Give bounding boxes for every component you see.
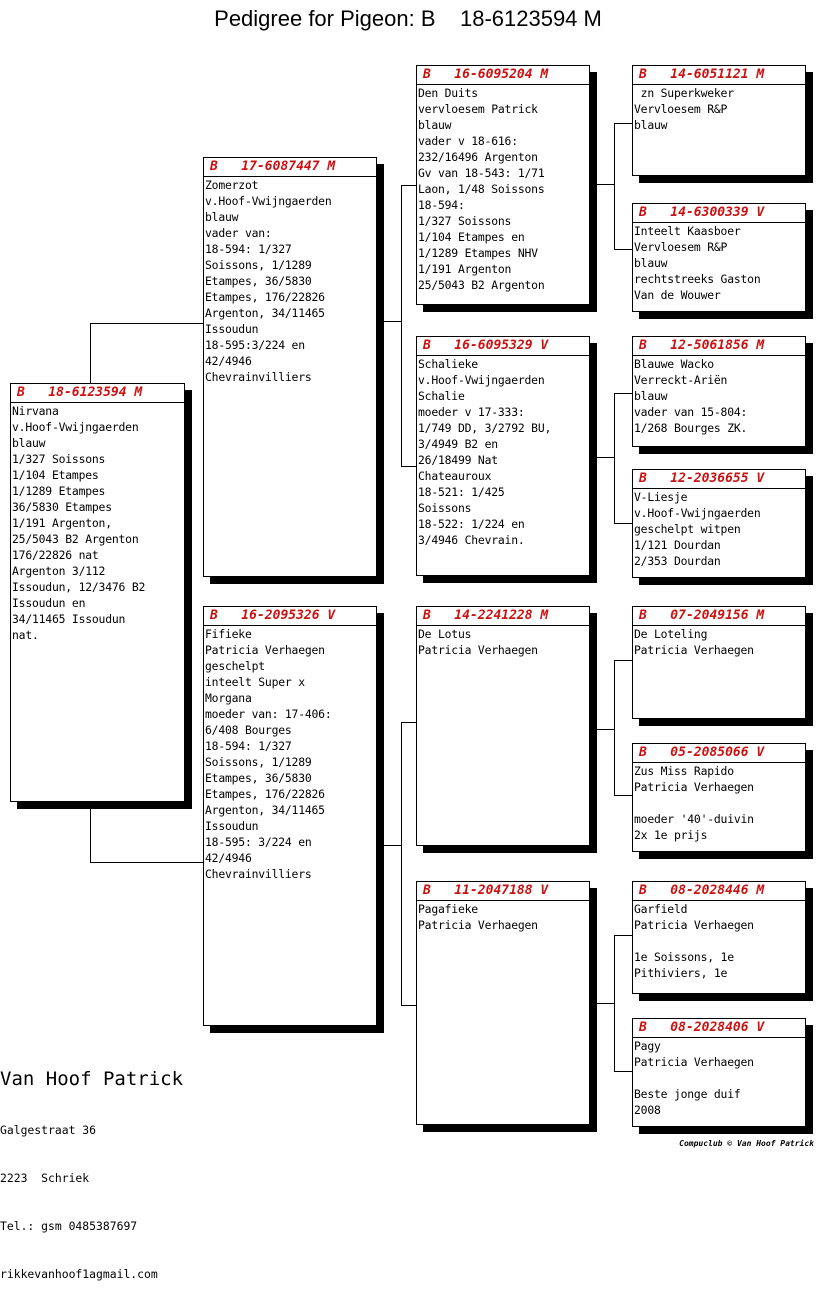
connector-line bbox=[614, 249, 632, 250]
detail-line: 1/268 Bourges ZK. bbox=[634, 421, 748, 435]
detail-line: 1/1289 Etampes bbox=[12, 484, 106, 498]
detail-line: 1e Soissons, 1e bbox=[634, 950, 734, 964]
connector-line bbox=[614, 393, 632, 394]
detail-line: Patricia Verhaegen bbox=[205, 643, 325, 657]
detail-line: Patricia Verhaegen bbox=[634, 780, 754, 794]
detail-line: blauw bbox=[634, 389, 668, 403]
detail-line: Van de Wouwer bbox=[634, 288, 721, 302]
detail-line: geschelpt bbox=[205, 659, 265, 673]
pigeon-card-sds bbox=[632, 336, 806, 447]
detail-line: geschelpt witpen bbox=[634, 522, 741, 536]
detail-line: Soissons, 1/1289 bbox=[205, 258, 312, 272]
detail-line: Schalieke bbox=[418, 357, 478, 371]
detail-line: 18-594: 1/327 bbox=[205, 739, 292, 753]
detail-line: blauw bbox=[418, 118, 452, 132]
detail-line bbox=[634, 795, 805, 811]
detail-line: 26/18499 Nat bbox=[418, 453, 498, 467]
detail-line: Chevrainvilliers bbox=[205, 867, 312, 881]
connector-line bbox=[596, 184, 614, 185]
detail-line: 18-522: 1/224 en bbox=[418, 517, 525, 531]
detail-line: Issoudun, 12/3476 B2 bbox=[12, 580, 146, 594]
detail-line: Issoudun en bbox=[12, 596, 86, 610]
detail-line: Beste jonge duif bbox=[634, 1087, 741, 1101]
pigeon-card-dss bbox=[632, 606, 806, 719]
detail-line: Etampes, 36/5830 bbox=[205, 771, 312, 785]
detail-line: 18-521: 1/425 bbox=[418, 485, 505, 499]
detail-line: 34/11465 Issoudun bbox=[12, 612, 126, 626]
detail-line: blauw bbox=[634, 256, 668, 270]
detail-line: Argenton, 34/11465 bbox=[205, 803, 325, 817]
detail-line: 1/104 Etampes bbox=[12, 468, 99, 482]
detail-line: Morgana bbox=[205, 691, 252, 705]
detail-line: 2/353 Dourdan bbox=[634, 554, 721, 568]
pigeon-details bbox=[633, 223, 805, 303]
pigeon-card-subject bbox=[10, 383, 185, 802]
detail-line: 1/121 Dourdan bbox=[634, 538, 721, 552]
connector-line bbox=[90, 862, 204, 863]
detail-line: 25/5043 B2 Argenton bbox=[418, 278, 545, 292]
ring-number: B 14-2241228 M bbox=[417, 607, 589, 626]
detail-line: Etampes, 36/5830 bbox=[205, 274, 312, 288]
detail-line: v.Hoof-Vwijngaerden bbox=[205, 194, 332, 208]
detail-line: 1/327 Soissons bbox=[418, 214, 512, 228]
connector-line bbox=[614, 660, 632, 661]
detail-line: 2008 bbox=[634, 1103, 661, 1117]
pigeon-details bbox=[417, 626, 589, 658]
ring-number: B 05-2085066 V bbox=[633, 744, 805, 763]
owner-block bbox=[0, 1036, 183, 1298]
owner-email: rikkevanhoof1agmail.com bbox=[0, 1267, 158, 1281]
title-ring: B 18-6123594 M bbox=[420, 6, 602, 31]
pigeon-card-dam-dam bbox=[416, 881, 590, 1125]
detail-line: 1/1289 Etampes NHV bbox=[418, 246, 538, 260]
ring-number: B 17-6087447 M bbox=[204, 158, 376, 177]
detail-line: inteelt Super x bbox=[205, 675, 305, 689]
connector-line bbox=[614, 393, 615, 523]
detail-line: 25/5043 B2 Argenton bbox=[12, 532, 139, 546]
detail-line: Den Duits bbox=[418, 86, 478, 100]
pigeon-details bbox=[633, 763, 805, 843]
detail-line: vervloesem Patrick bbox=[418, 102, 538, 116]
detail-line: Patricia Verhaegen bbox=[418, 643, 538, 657]
detail-line: 1/191 Argenton, bbox=[12, 516, 112, 530]
ring-number: B 18-6123594 M bbox=[11, 384, 184, 403]
detail-line: Nirvana bbox=[12, 404, 59, 418]
detail-line bbox=[634, 933, 805, 949]
ring-number: B 14-6051121 M bbox=[633, 66, 805, 85]
detail-line: Etampes, 176/22826 bbox=[205, 290, 325, 304]
pigeon-card-dam-sire bbox=[416, 606, 590, 846]
connector-line bbox=[383, 845, 401, 846]
detail-line: Zus Miss Rapido bbox=[634, 764, 734, 778]
detail-line: Laon, 1/48 Soissons bbox=[418, 182, 545, 196]
detail-line: Patricia Verhaegen bbox=[634, 1055, 754, 1069]
detail-line: V-Liesje bbox=[634, 490, 688, 504]
detail-line: Garfield bbox=[634, 902, 688, 916]
detail-line: De Lotus bbox=[418, 627, 472, 641]
pigeon-details bbox=[633, 1038, 805, 1118]
detail-line: Argenton, 34/11465 bbox=[205, 306, 325, 320]
detail-line: 42/4946 bbox=[205, 354, 252, 368]
detail-line bbox=[634, 1070, 805, 1086]
pigeon-details bbox=[417, 85, 589, 293]
connector-line bbox=[401, 185, 402, 466]
pigeon-details bbox=[633, 85, 805, 133]
connector-line bbox=[614, 795, 632, 796]
detail-line: rechtstreeks Gaston bbox=[634, 272, 761, 286]
detail-line: 6/408 Bourges bbox=[205, 723, 292, 737]
ring-number: B 12-5061856 M bbox=[633, 337, 805, 356]
detail-line: 176/22826 nat bbox=[12, 548, 99, 562]
connector-line bbox=[90, 323, 204, 324]
ring-number: B 08-2028446 M bbox=[633, 882, 805, 901]
detail-line: moeder van: 17-406: bbox=[205, 707, 332, 721]
pigeon-details bbox=[633, 489, 805, 569]
ring-number: B 16-2095326 V bbox=[204, 607, 376, 626]
pigeon-card-dam bbox=[203, 606, 377, 1026]
detail-line: 18-595:3/224 en bbox=[205, 338, 305, 352]
detail-line: 1/191 Argenton bbox=[418, 262, 512, 276]
detail-line: Chevrainvilliers bbox=[205, 370, 312, 384]
detail-line: nat. bbox=[12, 628, 39, 642]
connector-line bbox=[614, 523, 632, 524]
ring-number: B 16-6095204 M bbox=[417, 66, 589, 85]
detail-line: 18-594: bbox=[418, 198, 465, 212]
detail-line: Issoudun bbox=[205, 322, 259, 336]
detail-line: Fifieke bbox=[205, 627, 252, 641]
connector-line bbox=[614, 935, 615, 1071]
pigeon-card-dds bbox=[632, 881, 806, 994]
detail-line: 18-594: 1/327 bbox=[205, 242, 292, 256]
connector-line bbox=[614, 123, 632, 124]
pigeon-details bbox=[204, 177, 376, 385]
connector-line bbox=[614, 660, 615, 795]
detail-line: Pagafieke bbox=[418, 902, 478, 916]
detail-line: Soissons, 1/1289 bbox=[205, 755, 312, 769]
pigeon-card-sire bbox=[203, 157, 377, 577]
detail-line: Pagy bbox=[634, 1039, 661, 1053]
connector-line bbox=[401, 1005, 416, 1006]
ring-number: B 16-6095329 V bbox=[417, 337, 589, 356]
detail-line: v.Hoof-Vwijngaerden bbox=[634, 506, 761, 520]
pigeon-card-dsd bbox=[632, 743, 806, 852]
detail-line: Zomerzot bbox=[205, 178, 259, 192]
detail-line: 1/749 DD, 3/2792 BU, bbox=[418, 421, 552, 435]
detail-line: 18-595: 3/224 en bbox=[205, 835, 312, 849]
connector-line bbox=[596, 457, 614, 458]
detail-line: vader van 15-804: bbox=[634, 405, 748, 419]
connector-line bbox=[383, 321, 401, 322]
pigeon-details bbox=[633, 901, 805, 981]
pigeon-details bbox=[204, 626, 376, 882]
detail-line: Soissons bbox=[418, 501, 472, 515]
detail-line: De Loteling bbox=[634, 627, 708, 641]
connector-line bbox=[401, 722, 416, 723]
detail-line: zn Superkweker bbox=[634, 86, 734, 100]
pigeon-card-ssd bbox=[632, 203, 806, 312]
detail-line: Argenton 3/112 bbox=[12, 564, 106, 578]
page-title bbox=[0, 6, 816, 32]
connector-line bbox=[596, 729, 614, 730]
owner-city: 2223 Schriek bbox=[0, 1171, 90, 1185]
footer-credit: Compuclub © Van Hoof Patrick bbox=[679, 1139, 814, 1148]
pigeon-details bbox=[633, 626, 805, 658]
connector-line bbox=[614, 123, 615, 249]
pigeon-details bbox=[633, 356, 805, 436]
connector-line bbox=[90, 323, 91, 383]
detail-line: 36/5830 Etampes bbox=[12, 500, 112, 514]
connector-line bbox=[614, 935, 632, 936]
detail-line: Vervloesem R&P bbox=[634, 102, 728, 116]
detail-line: 2x 1e prijs bbox=[634, 828, 708, 842]
connector-line bbox=[614, 1071, 632, 1072]
detail-line: Blauwe Wacko bbox=[634, 357, 714, 371]
detail-line: moeder v 17-333: bbox=[418, 405, 525, 419]
detail-line: 3/4946 Chevrain. bbox=[418, 533, 525, 547]
detail-line: Pithiviers, 1e bbox=[634, 966, 728, 980]
connector-line bbox=[401, 185, 416, 186]
detail-line: Chateauroux bbox=[418, 469, 492, 483]
detail-line: blauw bbox=[634, 118, 668, 132]
detail-line: vader v 18-616: bbox=[418, 134, 518, 148]
ring-number: B 07-2049156 M bbox=[633, 607, 805, 626]
detail-line: Verreckt-Ariën bbox=[634, 373, 728, 387]
detail-line: 232/16496 Argenton bbox=[418, 150, 538, 164]
detail-line: 3/4949 B2 en bbox=[418, 437, 498, 451]
pigeon-card-sss bbox=[632, 65, 806, 176]
pigeon-card-sire-dam bbox=[416, 336, 590, 576]
connector-line bbox=[596, 1003, 614, 1004]
detail-line: blauw bbox=[12, 436, 46, 450]
ring-number: B 08-2028406 V bbox=[633, 1019, 805, 1038]
detail-line: v.Hoof-Vwijngaerden bbox=[418, 373, 545, 387]
pigeon-details bbox=[11, 403, 184, 643]
connector-line bbox=[401, 722, 402, 1005]
detail-line: Vervloesem R&P bbox=[634, 240, 728, 254]
pigeon-card-sire-sire bbox=[416, 65, 590, 305]
detail-line: Inteelt Kaasboer bbox=[634, 224, 741, 238]
owner-name: Van Hoof Patrick bbox=[0, 1068, 184, 1090]
detail-line: 42/4946 bbox=[205, 851, 252, 865]
detail-line: blauw bbox=[205, 210, 239, 224]
title-prefix: Pedigree for Pigeon: bbox=[214, 6, 415, 31]
detail-line: Schalie bbox=[418, 389, 465, 403]
pigeon-details bbox=[417, 901, 589, 933]
ring-number: B 12-2036655 V bbox=[633, 470, 805, 489]
detail-line: Issoudun bbox=[205, 819, 259, 833]
detail-line: vader van: bbox=[205, 226, 272, 240]
detail-line: v.Hoof-Vwijngaerden bbox=[12, 420, 139, 434]
detail-line: Patricia Verhaegen bbox=[634, 643, 754, 657]
pigeon-card-ddd bbox=[632, 1018, 806, 1127]
detail-line: 1/327 Soissons bbox=[12, 452, 106, 466]
owner-phone: Tel.: gsm 0485387697 bbox=[0, 1219, 138, 1233]
detail-line: Patricia Verhaegen bbox=[418, 918, 538, 932]
owner-street: Galgestraat 36 bbox=[0, 1123, 97, 1137]
detail-line: Gv van 18-543: 1/71 bbox=[418, 166, 545, 180]
detail-line: Patricia Verhaegen bbox=[634, 918, 754, 932]
ring-number: B 14-6300339 V bbox=[633, 204, 805, 223]
ring-number: B 11-2047188 V bbox=[417, 882, 589, 901]
pigeon-card-sdd bbox=[632, 469, 806, 578]
pigeon-details bbox=[417, 356, 589, 548]
connector-line bbox=[401, 466, 416, 467]
connector-line bbox=[90, 809, 91, 863]
detail-line: 1/104 Etampes en bbox=[418, 230, 525, 244]
detail-line: Etampes, 176/22826 bbox=[205, 787, 325, 801]
detail-line: moeder '40'-duivin bbox=[634, 812, 754, 826]
